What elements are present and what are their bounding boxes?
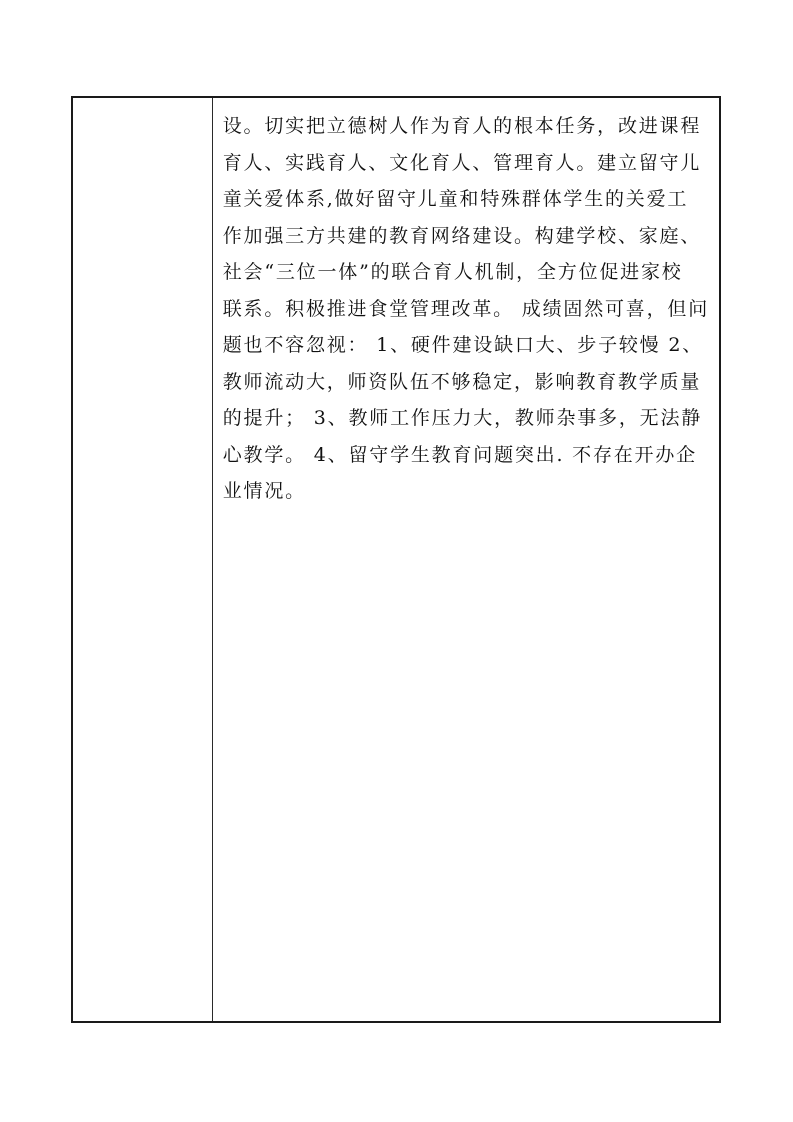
paragraph-line: 作加强三方共建的教育网络建设。构建学校、家庭、 [222, 224, 702, 247]
content-cell [213, 98, 719, 1021]
paragraph-line: 业情况。 [222, 480, 306, 502]
paragraph-line: 设。切实把立德树人作为育人的根本任务，改进课程 [222, 115, 702, 137]
label-cell [73, 98, 213, 1021]
paragraph-line: 的提升； 3、教师工作压力大，教师杂事多，无法静 [222, 407, 703, 429]
paragraph-line: 联系。积极推进食堂管理改革。 成绩固然可喜，但问 [222, 297, 709, 320]
form-table [71, 96, 721, 1023]
paragraph-line: 心教学。 4、留守学生教育问题突出. 不存在开办企 [222, 443, 697, 466]
paragraph-line: 童关爱体系,做好留守儿童和特殊群体学生的关爱工 [222, 188, 689, 210]
paragraph-line: 社会“三位一体”的联合育人机制，全方位促进家校 [222, 261, 683, 283]
paragraph-line: 育人、实践育人、文化育人、管理育人。建立留守儿 [222, 151, 702, 174]
paragraph-line: 教师流动大，师资队伍不够稳定，影响教育教学质量 [222, 370, 702, 393]
paragraph-line: 题也不容忽视： 1、硬件建设缺口大、步子较慢 2、 [222, 334, 704, 356]
